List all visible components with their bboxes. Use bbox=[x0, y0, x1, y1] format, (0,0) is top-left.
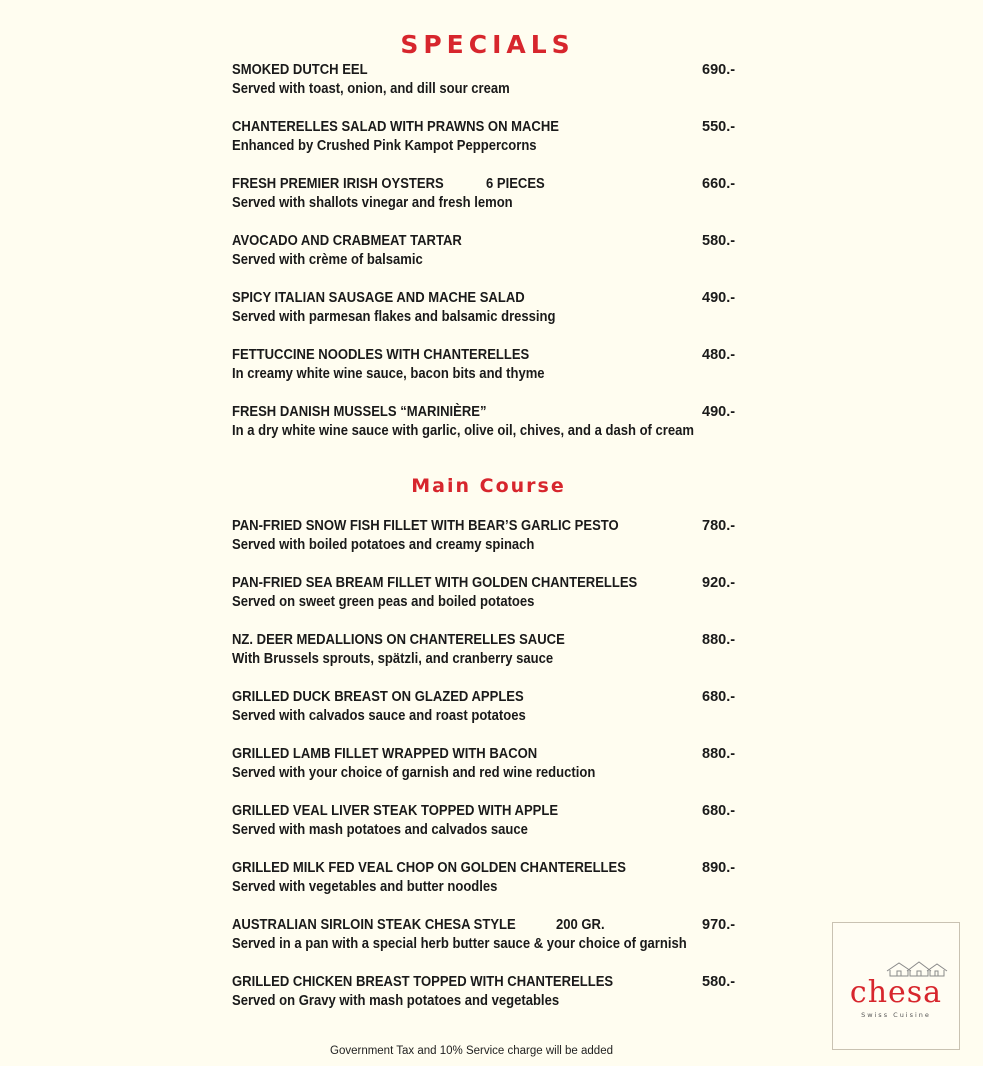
menu-item bbox=[232, 746, 792, 786]
item-price: 580.- bbox=[702, 974, 736, 990]
menu-item bbox=[232, 689, 792, 729]
item-name: SMOKED DUTCH EEL bbox=[232, 62, 368, 78]
item-price: 680.- bbox=[702, 803, 736, 819]
item-description: Served with shallots vinegar and fresh lemon bbox=[232, 195, 513, 211]
item-name: FETTUCCINE NOODLES WITH CHANTERELLES bbox=[232, 347, 530, 363]
tax-footnote: Government Tax and 10% Service charge will be added bbox=[330, 1045, 613, 1057]
item-name: GRILLED MILK FED VEAL CHOP ON GOLDEN CHANTERELLES bbox=[232, 860, 626, 876]
main-course-heading: Main Course bbox=[411, 475, 566, 497]
item-name: PAN-FRIED SNOW FISH FILLET WITH BEAR’S GARLIC PESTO bbox=[232, 518, 619, 534]
menu-item bbox=[232, 575, 792, 615]
item-price: 550.- bbox=[702, 119, 736, 135]
menu-item bbox=[232, 632, 792, 672]
logo-subtitle: Swiss Cuisine bbox=[861, 1011, 931, 1019]
item-price: 880.- bbox=[702, 746, 736, 762]
logo-wordmark: chesa bbox=[849, 975, 943, 1010]
item-description: Served with parmesan flakes and balsamic dressing bbox=[232, 309, 556, 325]
item-price: 490.- bbox=[702, 404, 736, 420]
item-price: 780.- bbox=[702, 518, 736, 534]
menu-item bbox=[232, 974, 792, 1014]
menu-item bbox=[232, 119, 792, 159]
menu-item bbox=[232, 347, 792, 387]
item-description: In a dry white wine sauce with garlic, olive oil, chives, and a dash of cream bbox=[232, 423, 694, 439]
item-description: Served on sweet green peas and boiled potatoes bbox=[232, 594, 535, 610]
item-price: 970.- bbox=[702, 917, 736, 933]
item-name: PAN-FRIED SEA BREAM FILLET WITH GOLDEN CHANTERELLES bbox=[232, 575, 638, 591]
item-price: 580.- bbox=[702, 233, 736, 249]
item-description: Served on Gravy with mash potatoes and vegetables bbox=[232, 993, 560, 1009]
item-description: Served with mash potatoes and calvados sauce bbox=[232, 822, 528, 838]
item-description: Served with crème of balsamic bbox=[232, 252, 423, 268]
item-price: 890.- bbox=[702, 860, 736, 876]
item-description: Served with your choice of garnish and red wine reduction bbox=[232, 765, 596, 781]
item-description: Served with toast, onion, and dill sour cream bbox=[232, 81, 510, 97]
item-name: GRILLED CHICKEN BREAST TOPPED WITH CHANTERELLES bbox=[232, 974, 614, 990]
item-name: GRILLED LAMB FILLET WRAPPED WITH BACON bbox=[232, 746, 538, 762]
menu-item bbox=[232, 917, 792, 957]
menu-item bbox=[232, 233, 792, 273]
item-description: Served with calvados sauce and roast potatoes bbox=[232, 708, 526, 724]
specials-heading: SPECIALS bbox=[400, 30, 575, 59]
menu-item bbox=[232, 404, 792, 444]
chesa-logo bbox=[832, 922, 960, 1050]
item-name: FRESH PREMIER IRISH OYSTERS bbox=[232, 176, 444, 192]
item-name: SPICY ITALIAN SAUSAGE AND MACHE SALAD bbox=[232, 290, 525, 306]
item-name: AVOCADO AND CRABMEAT TARTAR bbox=[232, 233, 462, 249]
menu-item bbox=[232, 518, 792, 558]
item-portion: 200 GR. bbox=[556, 917, 605, 933]
item-price: 660.- bbox=[702, 176, 736, 192]
item-price: 690.- bbox=[702, 62, 736, 78]
item-name: NZ. DEER MEDALLIONS ON CHANTERELLES SAUCE bbox=[232, 632, 565, 648]
item-name: GRILLED VEAL LIVER STEAK TOPPED WITH APPLE bbox=[232, 803, 559, 819]
item-name: GRILLED DUCK BREAST ON GLAZED APPLES bbox=[232, 689, 524, 705]
item-description: Served in a pan with a special herb butter sauce & your choice of garnish bbox=[232, 936, 687, 952]
item-price: 480.- bbox=[702, 347, 736, 363]
item-description: Served with boiled potatoes and creamy spinach bbox=[232, 537, 535, 553]
item-portion: 6 PIECES bbox=[486, 176, 545, 192]
item-price: 680.- bbox=[702, 689, 736, 705]
item-description: With Brussels sprouts, spätzli, and cranberry sauce bbox=[232, 651, 554, 667]
item-description: In creamy white wine sauce, bacon bits and thyme bbox=[232, 366, 545, 382]
menu-item bbox=[232, 803, 792, 843]
menu-item bbox=[232, 290, 792, 330]
item-description: Enhanced by Crushed Pink Kampot Peppercorns bbox=[232, 138, 537, 154]
item-name: AUSTRALIAN SIRLOIN STEAK CHESA STYLE bbox=[232, 917, 516, 933]
item-name: CHANTERELLES SALAD WITH PRAWNS ON MACHE bbox=[232, 119, 559, 135]
item-name: FRESH DANISH MUSSELS “MARINIÈRE” bbox=[232, 404, 487, 420]
item-price: 920.- bbox=[702, 575, 736, 591]
item-price: 880.- bbox=[702, 632, 736, 648]
item-price: 490.- bbox=[702, 290, 736, 306]
menu-item bbox=[232, 62, 792, 102]
menu-item bbox=[232, 860, 792, 900]
item-description: Served with vegetables and butter noodles bbox=[232, 879, 498, 895]
menu-item bbox=[232, 176, 792, 216]
